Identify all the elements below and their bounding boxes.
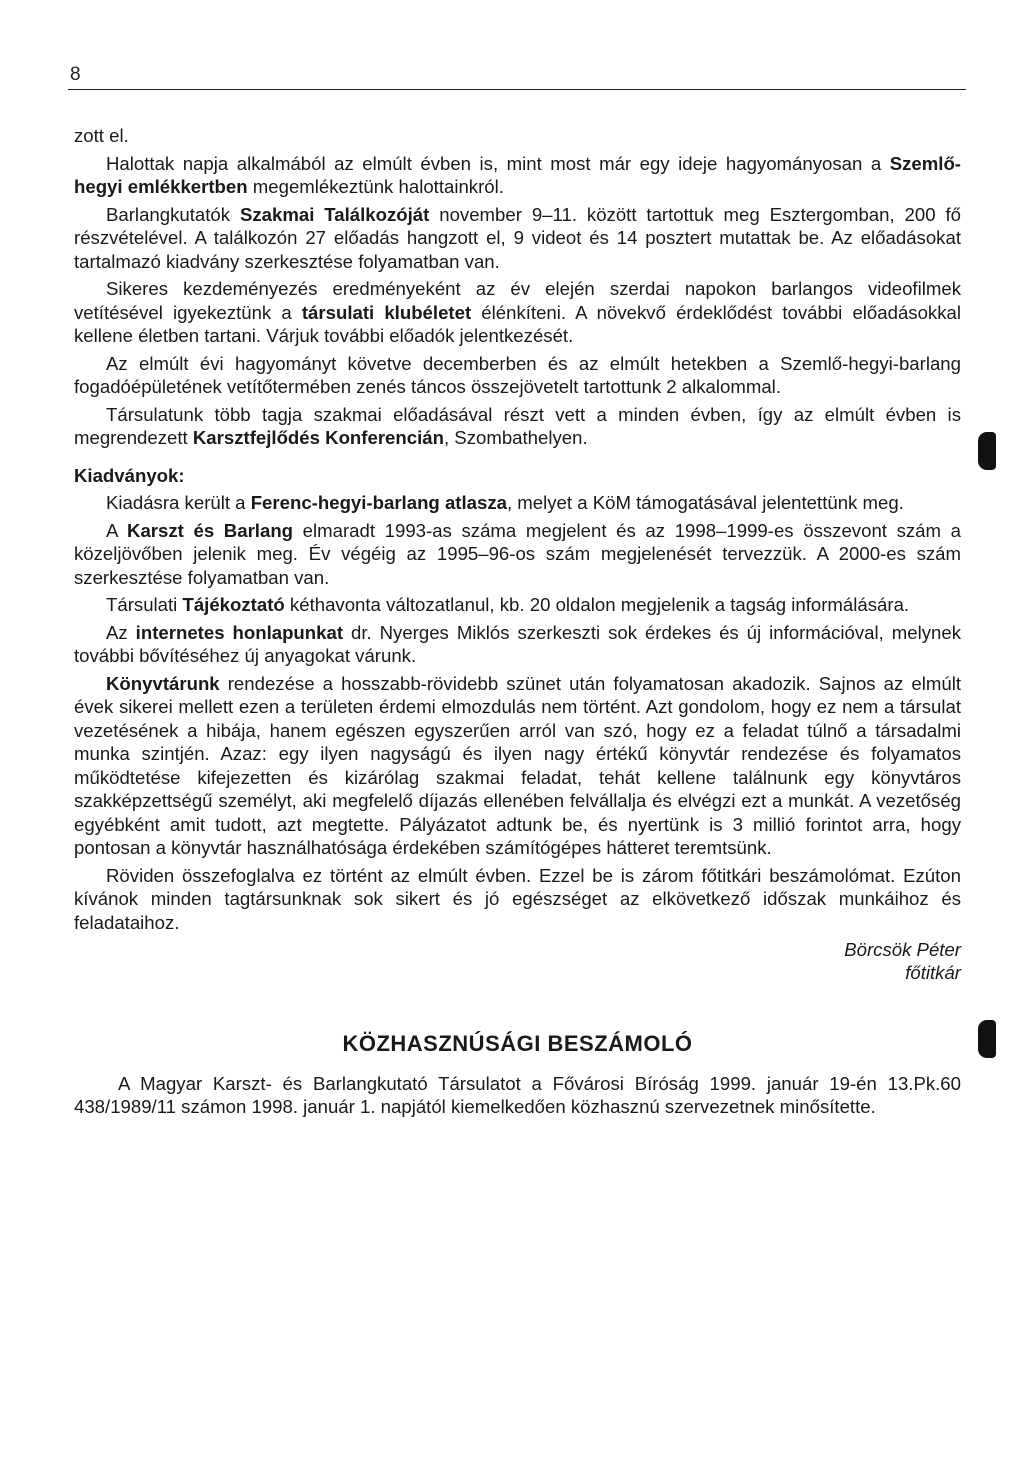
paragraph-text: Társulati [106, 594, 183, 615]
emphasized-term: Szemlő-hegyi emlékkertben [74, 152, 961, 197]
report-paragraph [74, 152, 961, 199]
publication-paragraph [74, 519, 961, 590]
paragraph-text: elmaradt 1993-as száma megjelent és az 1998–1999-es összevont szám a közeljövőben jelenik meg. Év végéig az 1995–96-os szám megjelenését tervezzük. A 2000-es szám szerkesztése folyamatban van. [74, 519, 961, 588]
emphasized-term: Szakmai Találkozóját [239, 203, 430, 225]
report-paragraph [74, 352, 961, 399]
publication-paragraph [74, 864, 961, 935]
publication-paragraph [74, 491, 961, 515]
paragraph-text: megemlékeztünk halottainkról. [247, 176, 504, 197]
emphasized-term: Karszt és Barlang [127, 519, 294, 541]
report-paragraph [74, 277, 961, 348]
publication-paragraph [74, 672, 961, 860]
paragraph-text: Kiadásra került a [106, 492, 251, 513]
paragraph-text: kéthavonta változatlanul, kb. 20 oldalon megjelenik a tagság informálására. [284, 594, 910, 615]
emphasized-term: Tájékoztató [182, 594, 285, 615]
paragraph-text: Barlangkutatók [106, 203, 240, 225]
section-heading-publications: Kiadványok: [74, 464, 185, 486]
closing-paragraph: A Magyar Karszt- és Barlangkutató Társulatot a Fővárosi Bíróság 1999. január 19-én 13.Pk.60 438/1989/11 számon 1998. január 1. napjától kiemelkedően közhasznú szervezetnek minősítette. [74, 1072, 961, 1117]
publication-paragraphs [74, 491, 961, 934]
page-number: 8 [70, 64, 81, 85]
report-paragraph [74, 403, 961, 450]
paragraph-text: Halottak napja alkalmából az elmúlt évben is, mint most már egy ideje hagyományosan a [106, 152, 890, 174]
paragraph-text: , melyet a KöM támogatásával jelentettünk meg. [506, 492, 904, 513]
report-paragraph [74, 124, 961, 148]
emphasized-term: internetes honlapunkat [135, 621, 344, 643]
report-paragraph [74, 203, 961, 274]
document-body [74, 124, 961, 1123]
paragraph-text: , Szombathelyen. [443, 427, 588, 448]
signature-role: főtitkár [905, 962, 961, 983]
paragraph-text: Sikeres kezdeményezés eredményeként az év elején szerdai napokon barlangos videofilmek vetítésével igyekeztünk a [74, 278, 961, 323]
publication-paragraph [74, 621, 961, 668]
paragraph-text: Röviden összefoglalva ez történt az elmúlt évben. Ezzel be is zárom főtitkári beszámolómat. Ezúton kívánok minden tagtársunknak sok sikert és jó egészséget az elkövetkező időszak munkáihoz és feladataihoz. [74, 864, 961, 933]
main-heading: KÖZHASZNÚSÁGI BESZÁMOLÓ [342, 1031, 693, 1056]
paragraph-text: élénkíteni. A növekvő érdeklődést további előadásokkal kellene életben tartani. Várjuk további előadók jelentkezését. [74, 301, 961, 346]
publication-paragraph [74, 593, 961, 617]
binding-hole-mark [978, 432, 996, 470]
emphasized-term: Karsztfejlődés Konferencián [192, 427, 444, 448]
binding-hole-mark [978, 1020, 996, 1058]
header-rule [68, 89, 966, 90]
paragraph-text: zott el. [74, 125, 129, 146]
paragraph-text: Az [106, 621, 136, 643]
signature-block [74, 938, 961, 984]
paragraph-text: rendezése a hosszabb-rövidebb szünet után folyamatosan akadozik. Sajnos az elmúlt évek sikerei mellett ezen a területen érdemi elmozdulás nem történt. Azt gondolom, hogy ez nem a társulat vezetésének a hibája, hanem egészen egyszerűen arról van szó, hogy ez a feladat túlnő a társadalmi munka szintjén. Azaz: egy ilyen nagyságú és ilyen nagy értékű könyvtár rendezése és folyamatos működtetése kifejezetten és kizárólag szakmai feladat, tehát kellene találnunk egy könyvtáros szakképzettségű személyt, aki megfelelő díjazás ellenében felvállalja és elvégzi ezt a munkát. A vezetőség egyébként amit tudott, azt megtette. Pályázatot adtunk be, és nyertünk is 3 millió forintot arra, hogy pontosan a könyvtár használhatósága érdekében számítógépes hátteret teremtsünk. [74, 672, 961, 858]
report-paragraphs [74, 124, 961, 450]
emphasized-term: társulati klubéletet [301, 301, 472, 323]
paragraph-text: dr. Nyerges Miklós szerkeszti sok érdekes és új információval, melynek további bővítéséhez új anyagokat várunk. [74, 621, 962, 666]
emphasized-term: Könyvtárunk [106, 672, 220, 694]
paragraph-text: Az elmúlt évi hagyományt követve decemberben és az elmúlt hetekben a Szemlő-hegyi-barlang fogadóépületének vetítőtermében zenés táncos összejövetelt tartottunk 2 alkalommal. [74, 352, 961, 397]
paragraph-text: Társulatunk több tagja szakmai előadásával részt vett a minden évben, így az elmúlt évben is megrendezett [74, 403, 961, 448]
paragraph-text: A [106, 519, 128, 541]
paragraph-text: november 9–11. között tartottuk meg Esztergomban, 200 fő részvételével. A találkozón 27 előadás hangzott el, 9 videot és 14 posztert mutattak be. Az előadásokat tartalmazó kiadvány szerkesztése folyamatban van. [74, 203, 961, 272]
signature-name: Börcsök Péter [844, 939, 961, 960]
emphasized-term: Ferenc-hegyi-barlang atlasza [250, 492, 507, 513]
